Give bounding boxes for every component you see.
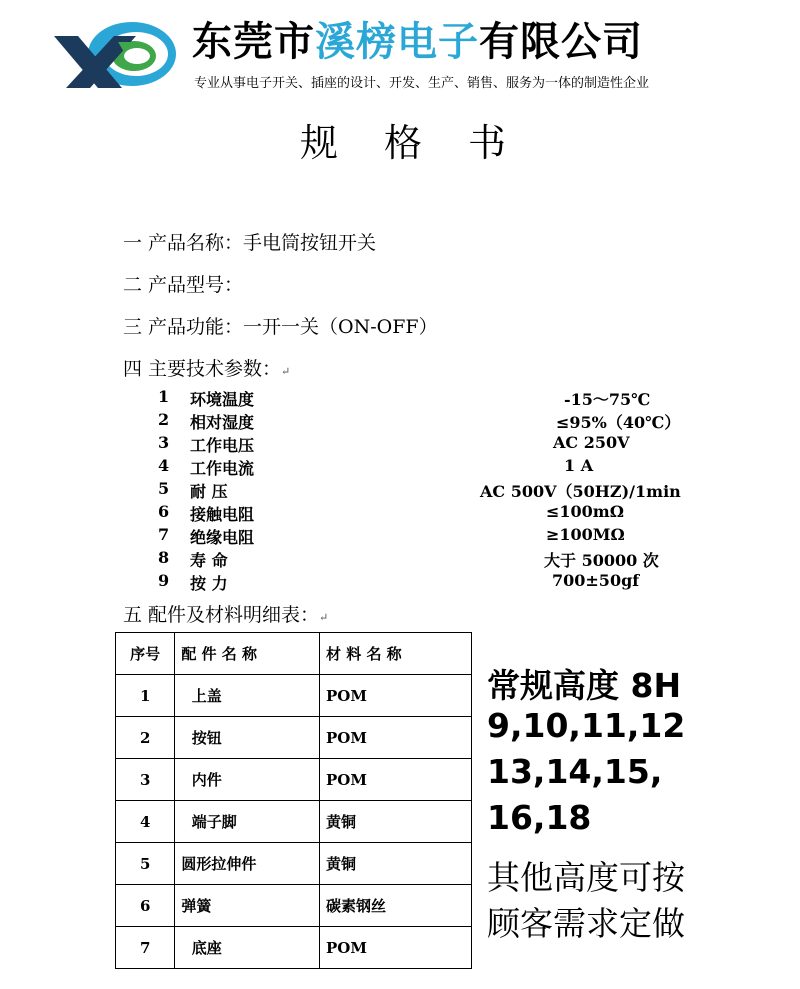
param-no: 8 xyxy=(158,548,170,567)
table-row xyxy=(116,885,472,927)
document-title: 规格书 xyxy=(300,121,553,165)
cell-part: 内件 xyxy=(175,759,320,801)
section-product-name: 一 产品名称：手电筒按钮开关 xyxy=(123,232,377,254)
section-materials xyxy=(123,600,328,627)
param-name: 接触电阻 xyxy=(190,505,255,524)
company-prefix: 东莞市 xyxy=(192,19,315,65)
cell-part: 弹簧 xyxy=(175,885,320,927)
note-custom-2: 顾客需求定做 xyxy=(487,904,685,943)
table-row xyxy=(116,717,472,759)
cell-index: 1 xyxy=(116,675,175,717)
section-product-model: 二 产品型号： xyxy=(123,274,244,296)
param-no: 4 xyxy=(158,456,170,475)
param-value: 700±50gf xyxy=(552,571,640,590)
section-tech-params xyxy=(123,354,290,381)
cell-material: POM xyxy=(320,759,472,801)
cell-material: 黄铜 xyxy=(320,843,472,885)
table-row xyxy=(116,759,472,801)
param-value: AC 500V（50HZ)/1min xyxy=(480,482,681,501)
param-name: 工作电压 xyxy=(190,436,255,455)
param-no: 6 xyxy=(158,502,170,521)
cell-part: 按钮 xyxy=(175,717,320,759)
company-logo xyxy=(44,18,184,93)
table-header-row xyxy=(116,633,472,675)
param-value: 大于 50000 次 xyxy=(544,551,659,570)
cell-material: 碳素钢丝 xyxy=(320,885,472,927)
param-name: 寿 命 xyxy=(190,551,228,570)
param-value: AC 250V xyxy=(553,433,630,452)
param-name: 环境温度 xyxy=(190,390,255,409)
cell-part: 上盖 xyxy=(175,675,320,717)
company-suffix: 有限公司 xyxy=(479,19,643,65)
company-highlight: 溪榜电子 xyxy=(315,19,479,65)
param-value: ≤100mΩ xyxy=(546,502,624,521)
param-name: 绝缘电阻 xyxy=(190,528,255,547)
param-name: 工作电流 xyxy=(190,459,255,478)
table-row xyxy=(116,801,472,843)
param-value: ≤95%（40℃） xyxy=(556,413,681,432)
header-part-name: 配 件 名 称 xyxy=(175,633,320,675)
table-row xyxy=(116,843,472,885)
param-name: 相对湿度 xyxy=(190,413,255,432)
param-value: ≥100MΩ xyxy=(546,525,625,544)
note-heights-1: 9,10,11,12 xyxy=(487,706,686,745)
header-material-name: 材 料 名 称 xyxy=(320,633,472,675)
param-no: 7 xyxy=(158,525,170,544)
section-tech-params-label: 四 主要技术参数： xyxy=(123,358,282,380)
table-row xyxy=(116,675,472,717)
return-mark: ↵ xyxy=(319,611,329,624)
param-no: 3 xyxy=(158,433,170,452)
cell-material: POM xyxy=(320,717,472,759)
cell-part: 底座 xyxy=(175,927,320,969)
cell-material: 黄铜 xyxy=(320,801,472,843)
header-index: 序号 xyxy=(116,633,175,675)
param-no: 1 xyxy=(158,387,170,406)
note-custom-1: 其他高度可按 xyxy=(487,858,685,897)
param-no: 9 xyxy=(158,571,170,590)
company-tagline: 专业从事电子开关、插座的设计、开发、生产、销售、服务为一体的制造性企业 xyxy=(194,76,650,91)
cell-index: 4 xyxy=(116,801,175,843)
cell-part: 圆形拉伸件 xyxy=(175,843,320,885)
param-no: 2 xyxy=(158,410,170,429)
note-heights-2: 13,14,15, xyxy=(487,752,663,791)
param-value: -15～75℃ xyxy=(564,390,651,409)
cell-part: 端子脚 xyxy=(175,801,320,843)
cell-index: 2 xyxy=(116,717,175,759)
cell-index: 6 xyxy=(116,885,175,927)
note-standard-height: 常规高度 8H xyxy=(487,666,682,705)
note-heights-3: 16,18 xyxy=(487,798,592,837)
cell-index: 3 xyxy=(116,759,175,801)
company-name xyxy=(192,18,643,66)
cell-material: POM xyxy=(320,675,472,717)
table-row xyxy=(116,927,472,969)
cell-index: 7 xyxy=(116,927,175,969)
param-name: 按 力 xyxy=(190,574,228,593)
section-product-function: 三 产品功能：一开一关（ON-OFF） xyxy=(123,316,438,338)
section-materials-label: 五 配件及材料明细表： xyxy=(123,604,320,626)
param-value: 1 A xyxy=(564,456,594,475)
param-name: 耐 压 xyxy=(190,482,228,501)
materials-table xyxy=(115,632,472,969)
param-no: 5 xyxy=(158,479,170,498)
cell-index: 5 xyxy=(116,843,175,885)
return-mark: ↵ xyxy=(281,365,291,378)
cell-material: POM xyxy=(320,927,472,969)
